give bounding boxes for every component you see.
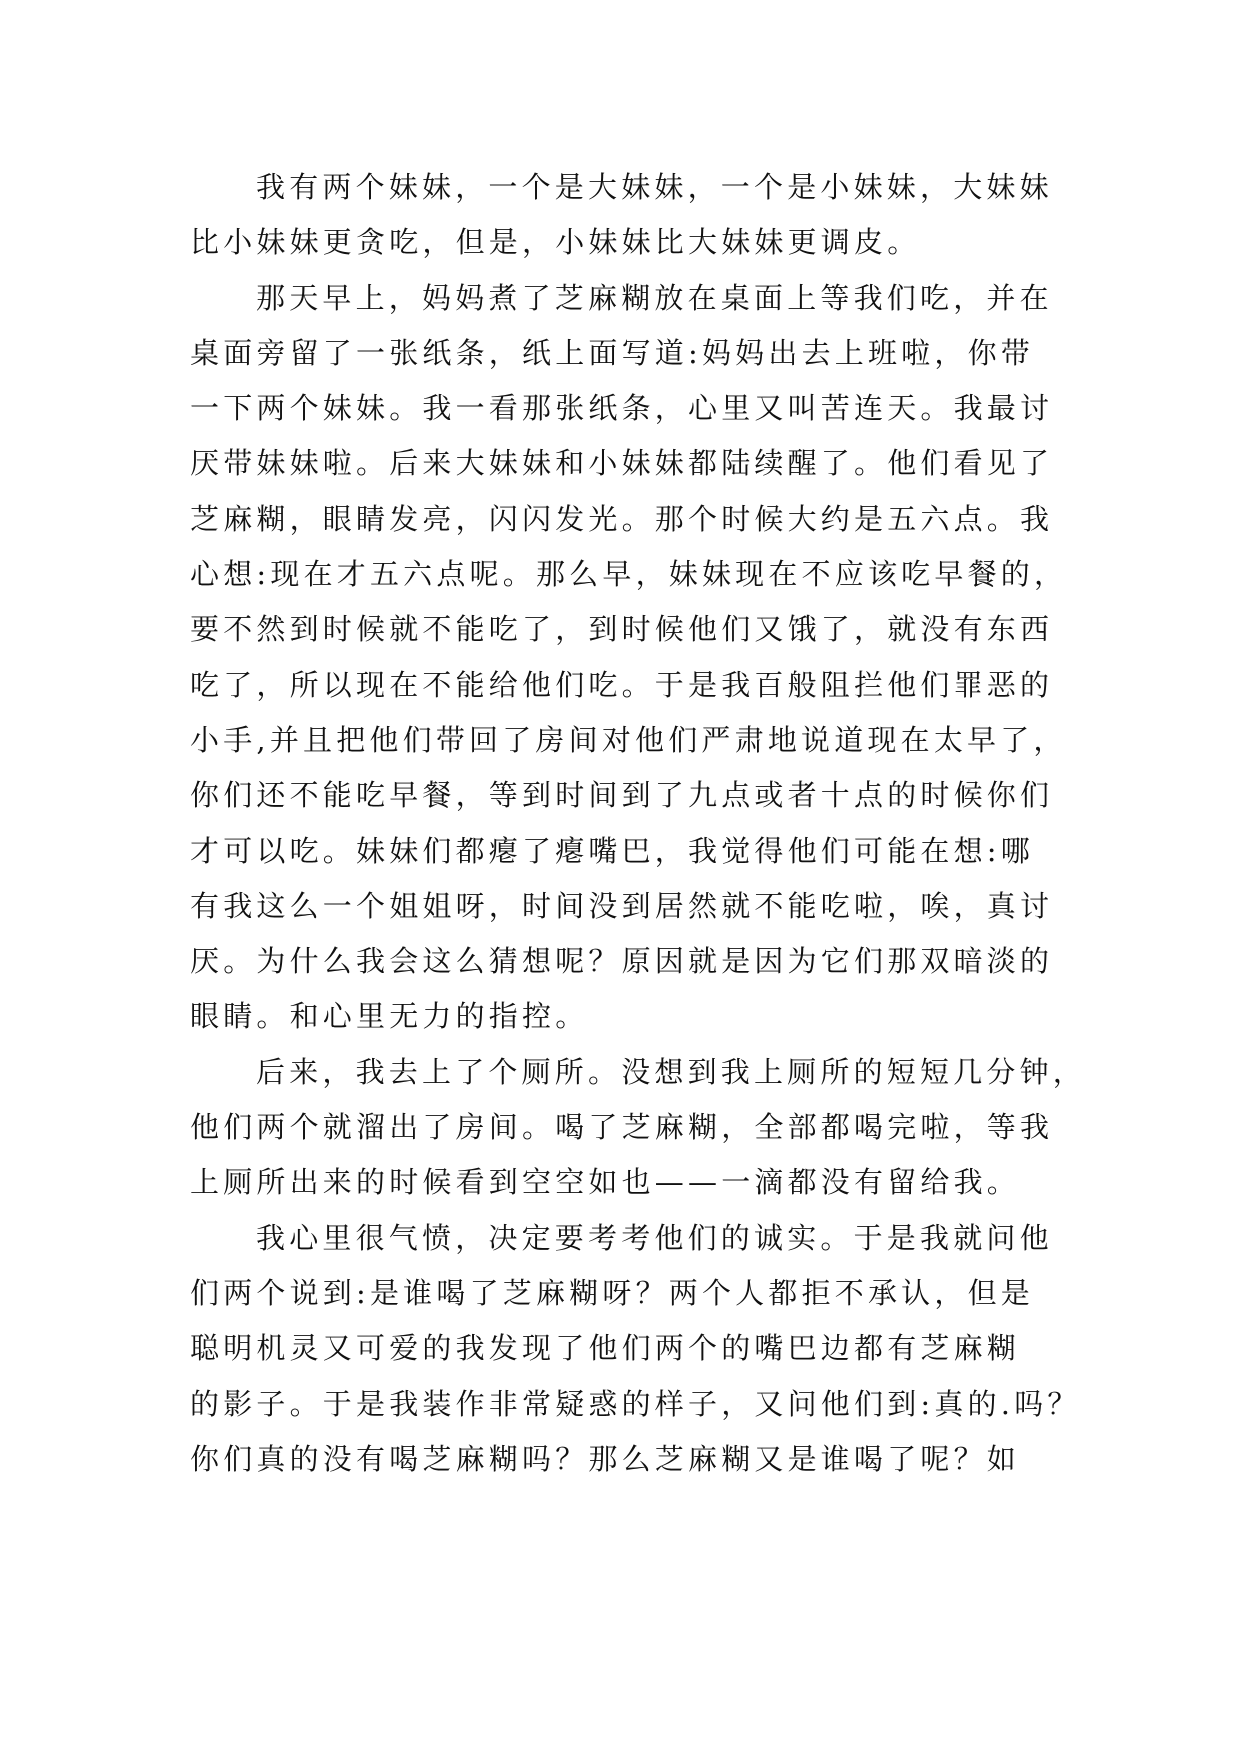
text-line: 吃了，所以现在不能给他们吃。于是我百般阻拦他们罪恶的 xyxy=(190,667,1054,702)
text-line: 芝麻糊，眼睛发亮，闪闪发光。那个时候大约是五六点。我 xyxy=(190,501,1054,536)
text-line: 你们还不能吃早餐，等到时间到了九点或者十点的时候你们 xyxy=(190,778,1054,813)
text-line: 那天早上，妈妈煮了芝麻糊放在桌面上等我们吃，并在 xyxy=(256,280,1053,315)
text-line: 你们真的没有喝芝麻糊吗？那么芝麻糊又是谁喝了呢？如 xyxy=(190,1441,1021,1476)
text-line: 厌。为什么我会这么猜想呢？原因就是因为它们那双暗淡的 xyxy=(190,944,1054,979)
text-line: 我有两个妹妹，一个是大妹妹，一个是小妹妹，大妹妹 xyxy=(256,170,1053,204)
text-line: 我心里很气愤，决定要考考他们的诚实。于是我就问他 xyxy=(256,1220,1053,1255)
text-line: 比小妹妹更贪吃，但是，小妹妹比大妹妹更调皮。 xyxy=(190,225,921,260)
text-line: 小手,并且把他们带回了房间对他们严肃地说道现在太早了， xyxy=(190,722,1067,757)
text-line: 他们两个就溜出了房间。喝了芝麻糊，全部都喝完啦，等我 xyxy=(190,1110,1054,1145)
text-line: 有我这么一个姐姐呀，时间没到居然就不能吃啦，唉，真讨 xyxy=(190,888,1054,923)
text-line: 们两个说到:是谁喝了芝麻糊呀？两个人都拒不承认，但是 xyxy=(190,1275,1034,1310)
text-line: 后来，我去上了个厕所。没想到我上厕所的短短几分钟， xyxy=(256,1054,1087,1089)
text-line: 厌带妹妹啦。后来大妹妹和小妹妹都陆续醒了。他们看见了 xyxy=(190,446,1054,481)
text-line: 聪明机灵又可爱的我发现了他们两个的嘴巴边都有芝麻糊 xyxy=(190,1331,1021,1366)
text-line: 才可以吃。妹妹们都瘪了瘪嘴巴，我觉得他们可能在想:哪 xyxy=(190,833,1034,868)
text-line: 心想:现在才五六点呢。那么早，妹妹现在不应该吃早餐的， xyxy=(190,557,1068,592)
text-line: 桌面旁留了一张纸条，纸上面写道:妈妈出去上班啦，你带 xyxy=(190,335,1034,370)
text-line: 上厕所出来的时候看到空空如也——一滴都没有留给我。 xyxy=(190,1165,1021,1200)
text-line: 眼睛。和心里无力的指控。 xyxy=(190,999,589,1034)
text-line: 一下两个妹妹。我一看那张纸条，心里又叫苦连天。我最讨 xyxy=(190,391,1054,426)
text-line: 的影子。于是我装作非常疑惑的样子，又问他们到:真的.吗？ xyxy=(190,1386,1081,1421)
text-line: 要不然到时候就不能吃了，到时候他们又饿了，就没有东西 xyxy=(190,612,1054,647)
document-body xyxy=(190,160,1087,1487)
